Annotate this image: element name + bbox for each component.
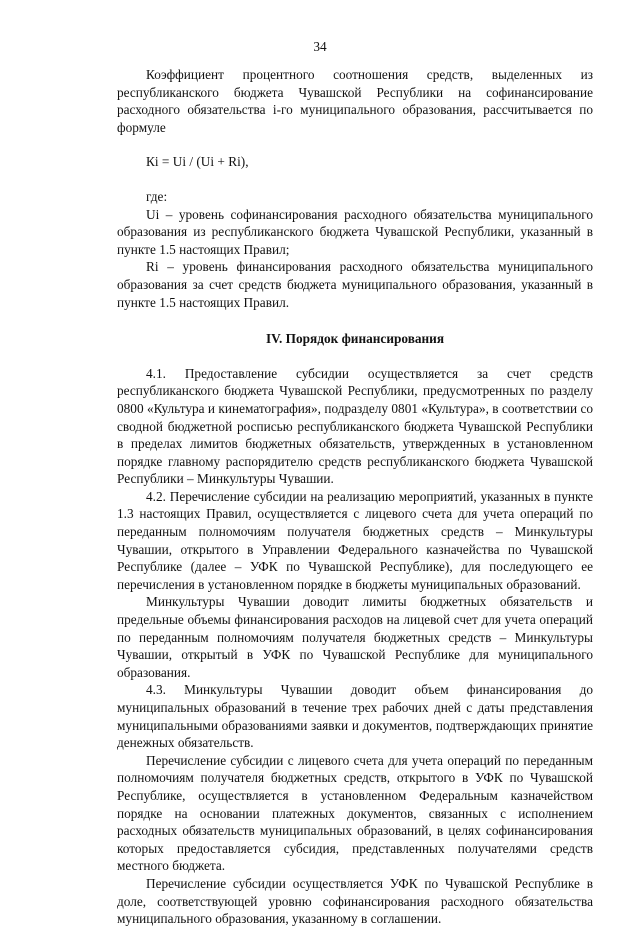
- where-label: где:: [146, 188, 168, 204]
- page-content: [117, 66, 593, 928]
- paragraph-4-1: 4.1. Предоставление субсидии осуществляется за счет средств республиканского бюджета Чувашской Республики, предусмотренных по разделу 0800 «Культура и кинематография», подразделу 0801 «Культура», в соответствии со сводной бюджетной росписью республиканского бюджета Чувашской Республики в пределах лимитов бюджетных обязательств, утвержденных в установленном порядке главному распорядителю средств республиканского бюджета Чувашской Республики – Минкультуры Чувашии.: [117, 365, 593, 487]
- paragraph-limits: Минкультуры Чувашии доводит лимиты бюджетных обязательств и предельные объемы финансирования расходов на лицевой счет для учета операций по переданным полномочиям получателя бюджетных средств – Минкультуры Чувашии, открытый в УФК по Чувашской Республике для муниципального образования.: [117, 594, 593, 680]
- paragraph-transfer: Перечисление субсидии с лицевого счета для учета операций по переданным полномочиям получателя бюджетных средств, открытого в УФК по Чувашской Республике, осуществляется в установленном Федеральным казначейством порядке на основании платежных документов, связанных с исполнением расходных обязательств муниципальных образований, в целях софинансирования которых предоставляется субсидия, представленных получателями средств местного бюджета.: [117, 752, 593, 874]
- page-number: 34: [313, 39, 327, 54]
- intro-paragraph: Коэффициент процентного соотношения средств, выделенных из республиканского бюджета Чувашской Республики на софинансирование расходного обязательства i-го муниципального образования, рассчитывается по формуле: [117, 67, 593, 135]
- section-title: IV. Порядок финансирования: [265, 331, 445, 347]
- definition-u: Ui – уровень софинансирования расходного обязательства муниципального образования из республиканского бюджета Чувашской Республики, указанный в пункте 1.5 настоящих Правил;: [117, 206, 593, 257]
- definition-r: Ri – уровень финансирования расходного обязательства муниципального образования за счет средств бюджета муниципального образования, указанный в пункте 1.5 настоящих Правил.: [117, 259, 593, 310]
- paragraph-share: Перечисление субсидии осуществляется УФК по Чувашской Республике в доле, соответствующей уровню софинансирования расходного обязательства муниципального образования, указанному в соглашении.: [117, 875, 593, 927]
- paragraph-4-2: 4.2. Перечисление субсидии на реализацию мероприятий, указанных в пункте 1.3 настоящих Правил, осуществляется с лицевого счета для учета операций по переданным полномочиям получателя бюджетных средств – Минкультуры Чувашии, открытого в Управлении Федерального казначейства по Чувашской Республике (далее – УФК по Чувашской Республике), для последующего ее перечисления в установленном порядке в бюджеты муниципальных образований.: [117, 488, 593, 592]
- paragraph-4-3: 4.3. Минкультуры Чувашии доводит объем финансирования до муниципальных образований в течение трех рабочих дней с даты представления муниципальными образованиями заявки и документов, подтверждающих принятие денежных обязательств.: [117, 682, 593, 751]
- formula: Кi = Ui / (Ui + Ri),: [146, 154, 249, 170]
